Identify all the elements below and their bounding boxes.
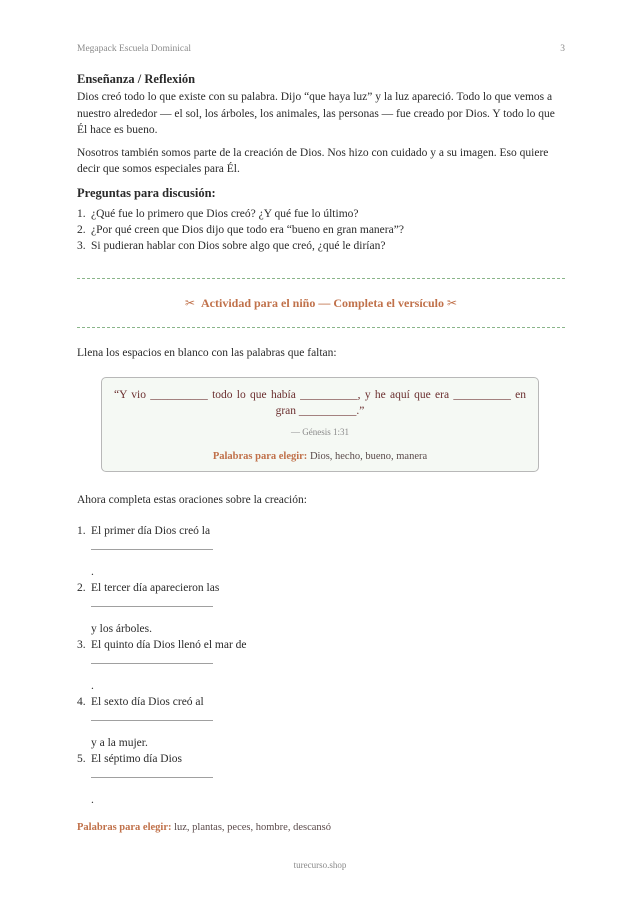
list-item: 1. El primer día Dios creó la . bbox=[77, 523, 565, 580]
blank-line[interactable] bbox=[91, 710, 213, 721]
sentence-text: El primer día Dios creó la bbox=[91, 524, 211, 537]
sentence-ending: . bbox=[91, 565, 94, 578]
blank-line[interactable] bbox=[91, 539, 213, 550]
list-item: 2. ¿Por qué creen que Dios dijo que todo era “bueno en gran manera”? bbox=[77, 223, 404, 236]
page-header bbox=[77, 44, 565, 54]
teaching-heading: Enseñanza / Reflexión bbox=[77, 72, 196, 86]
discussion-list bbox=[77, 206, 565, 254]
blank-line[interactable] bbox=[91, 653, 213, 664]
divider-bottom bbox=[77, 327, 565, 328]
sentence-ending: y a la mujer. bbox=[91, 736, 148, 749]
activity-title-text: Actividad para el niño — Completa el versículo bbox=[201, 295, 444, 310]
scissors-icon: ✂ bbox=[447, 295, 458, 310]
word-bank-label: Palabras para elegir: bbox=[77, 821, 172, 833]
page-number: 3 bbox=[560, 44, 565, 54]
page-content bbox=[77, 72, 565, 833]
teaching-paragraph-2: Nosotros también somos parte de la creación de Dios. Nos hizo con cuidado y a su imagen. Eso quiere decir que somos especiales para Él. bbox=[77, 146, 549, 175]
creation-list bbox=[77, 523, 565, 808]
sentence-text: El quinto día Dios llenó el mar de bbox=[91, 638, 247, 651]
page-footer: turecurso.shop bbox=[293, 860, 347, 870]
header-title: Megapack Escuela Dominical bbox=[77, 44, 191, 54]
scissors-icon: ✂ bbox=[184, 295, 195, 310]
word-bank-words: Dios, hecho, bueno, manera bbox=[309, 451, 428, 462]
list-item: 2. El tercer día aparecieron las y los árboles. bbox=[77, 580, 565, 637]
verse-text: “Y vio __________ todo lo que había __________, y he aquí que era __________ en gran __________.” bbox=[114, 389, 526, 417]
list-item: 5. El séptimo día Dios . bbox=[77, 751, 565, 808]
sentence-text: El sexto día Dios creó al bbox=[91, 695, 204, 708]
discussion-heading: Preguntas para discusión: bbox=[77, 185, 216, 200]
word-bank-label: Palabras para elegir: bbox=[212, 451, 308, 462]
list-item: 1. ¿Qué fue lo primero que Dios creó? ¿Y qué fue lo último? bbox=[77, 207, 359, 220]
sentence-ending: . bbox=[91, 793, 94, 806]
blank-line[interactable] bbox=[91, 596, 213, 607]
list-item: 4. El sexto día Dios creó al y a la mujer. bbox=[77, 694, 565, 751]
activity-instruction: Llena los espacios en blanco con las palabras que faltan: bbox=[77, 346, 337, 359]
sentence-ending: . bbox=[91, 679, 94, 692]
word-bank-words: luz, plantas, peces, hombre, descansó bbox=[174, 821, 331, 833]
sentence-ending: y los árboles. bbox=[91, 622, 153, 635]
list-item: 3. El quinto día Dios llenó el mar de . bbox=[77, 637, 565, 694]
verse-box bbox=[101, 377, 539, 472]
activity-title bbox=[77, 279, 565, 327]
creation-instruction: Ahora completa estas oraciones sobre la creación: bbox=[77, 494, 307, 506]
list-item: 3. Si pudieran hablar con Dios sobre algo que creó, ¿qué le dirían? bbox=[77, 239, 386, 252]
sentence-text: El séptimo día Dios bbox=[91, 752, 183, 765]
verse-word-bank bbox=[114, 451, 526, 462]
verse-reference: — Génesis 1:31 bbox=[291, 427, 349, 437]
creation-word-bank bbox=[77, 822, 565, 833]
teaching-paragraph-1: Dios creó todo lo que existe con su palabra. Dijo “que haya luz” y la luz apareció. Todo lo que vemos a nuestro alrededor — el sol, los árboles, los animales, las personas — fue creado por Dios. Y todo lo que Él hace es bueno. bbox=[77, 91, 555, 136]
blank-line[interactable] bbox=[91, 767, 213, 778]
sentence-text: El tercer día aparecieron las bbox=[91, 581, 220, 594]
